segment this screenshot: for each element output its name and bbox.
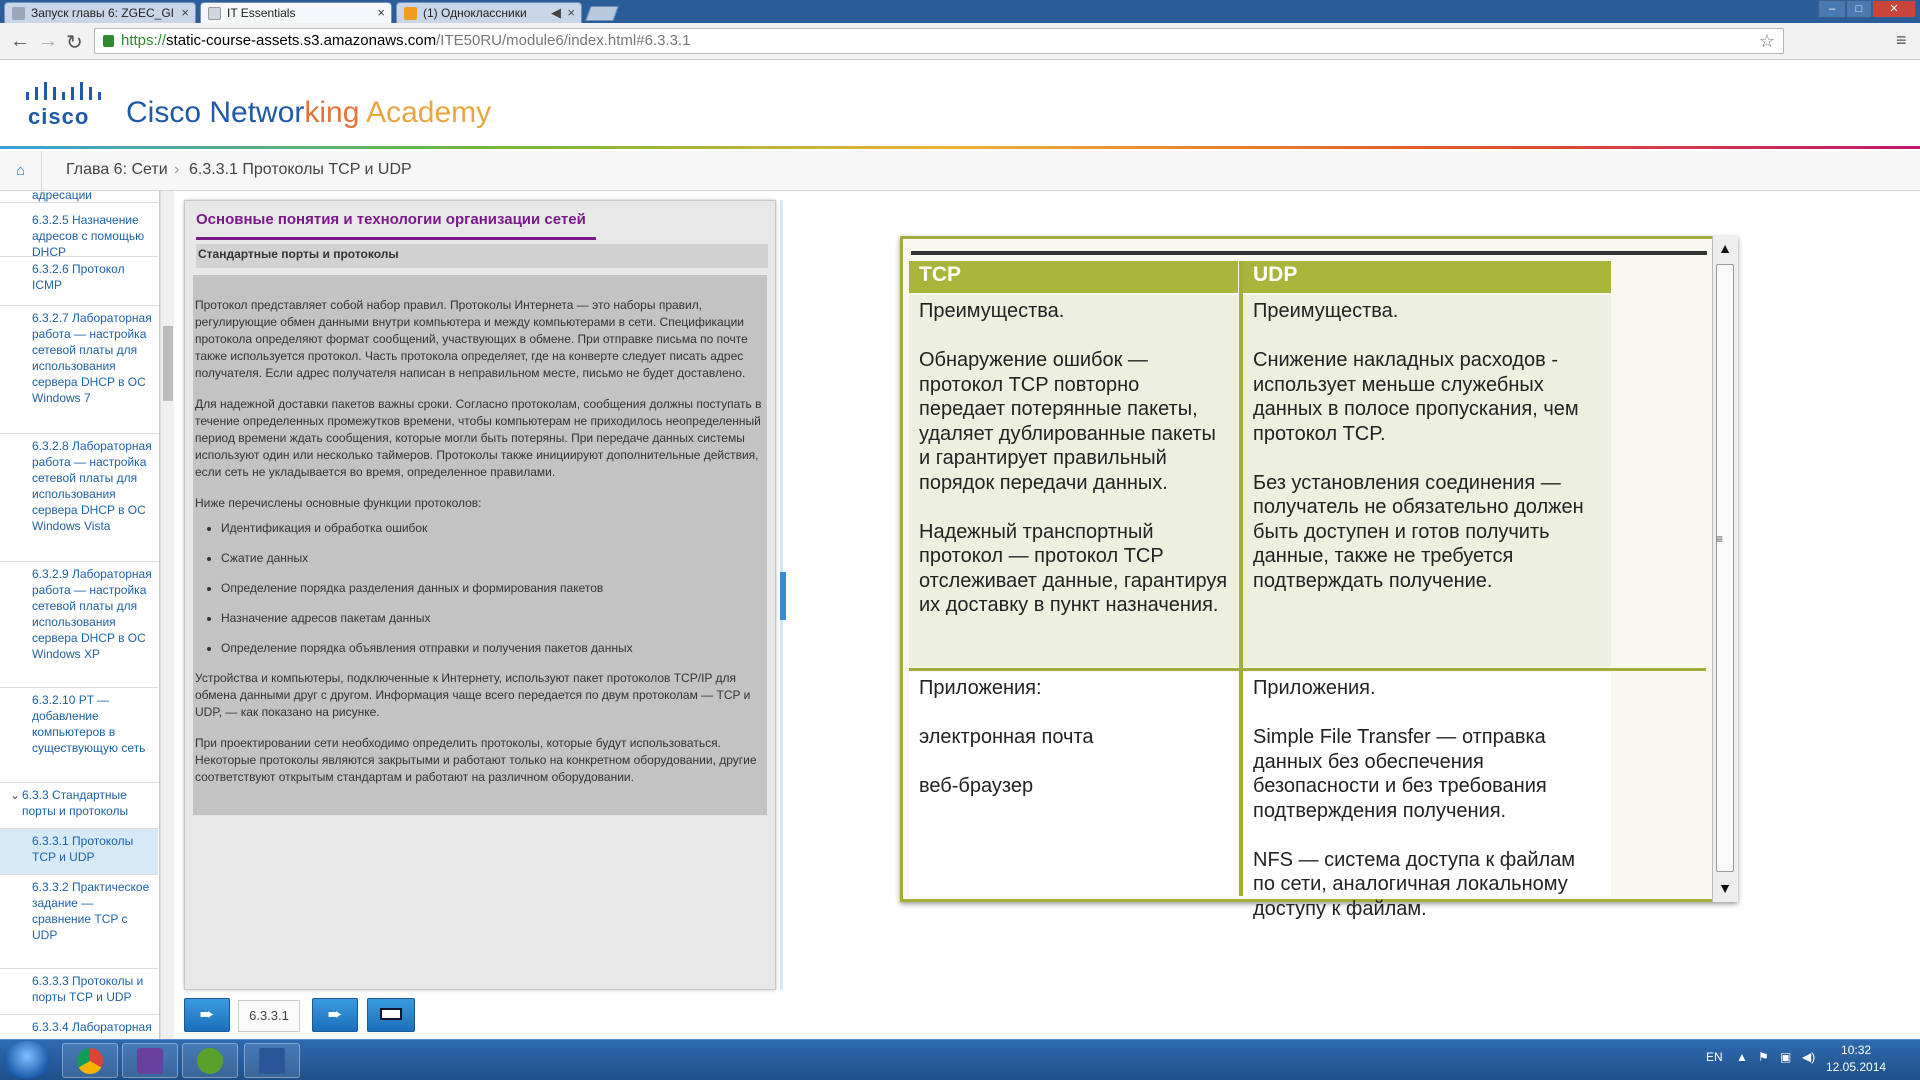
list-item: • Идентификация и обработка ошибок xyxy=(221,520,765,537)
breadcrumb-current: 6.3.3.1 Протоколы TCP и UDP xyxy=(189,161,412,178)
breadcrumb-separator: › xyxy=(174,161,180,178)
minimize-button[interactable]: – xyxy=(1818,0,1846,18)
breadcrumb-chapter[interactable]: Глава 6: Сети xyxy=(66,161,168,178)
panel-subtitle: Стандартные порты и протоколы xyxy=(196,244,768,268)
page-number: 6.3.3.1 xyxy=(238,1000,300,1032)
page-icon xyxy=(208,7,221,20)
table-scrollbar-thumb[interactable] xyxy=(1716,264,1734,872)
maximize-button[interactable]: □ xyxy=(1846,0,1872,18)
toc-item[interactable]: 6.3.2.6 Протокол ICMP xyxy=(0,257,158,306)
list-item: • Назначение адресов пакетам данных xyxy=(221,610,765,627)
action-center-flag-icon[interactable]: ⚑ xyxy=(1758,1050,1769,1064)
taskbar-utorrent[interactable] xyxy=(182,1043,238,1078)
panel-text xyxy=(193,275,767,815)
arrow-left-icon: ➨ xyxy=(199,1004,215,1024)
toc-item[interactable]: 6.3.2.8 Лабораторная работа — настройка сетевой платы для использования сервера DHCP в ОС Windows Vista xyxy=(0,434,158,562)
breadcrumb xyxy=(0,151,1920,191)
toc-section[interactable]: ⌄ 6.3.3 Стандартные порты и протоколы xyxy=(0,783,158,829)
column-divider xyxy=(1239,261,1243,896)
table-top-rule xyxy=(911,251,1707,255)
utorrent-icon xyxy=(197,1048,223,1074)
close-tab-icon[interactable]: × xyxy=(181,5,189,20)
chevron-down-icon: ⌄ xyxy=(10,788,21,802)
toc-item-active[interactable]: 6.3.3.1 Протоколы TCP и UDP xyxy=(0,829,158,875)
scroll-up-arrow-icon[interactable]: ▲ xyxy=(1718,240,1732,256)
udp-column-header: UDP xyxy=(1243,261,1611,293)
udp-advantages-cell: Преимущества. Снижение накладных расходов - использует меньше служебных данных в полосе пропускания, чем протокол TCP. Без установления соединения — получатель не обязательно должен быть доступен и готов получить данные, также не требуется подтверждать получение. xyxy=(1243,295,1611,667)
page-icon xyxy=(12,7,25,20)
cisco-logo-text: cisco xyxy=(28,104,90,129)
close-window-button[interactable]: ✕ xyxy=(1872,0,1916,18)
udp-applications-cell: Приложения. Simple File Transfer — отправка данных без обеспечения безопасности и без требования подтверждения получения. NFS — система доступа к файлам по сети, аналогичная локальному доступу к файлам. xyxy=(1243,672,1611,896)
chrome-icon xyxy=(77,1048,103,1074)
new-tab-button[interactable] xyxy=(585,6,618,21)
speaker-icon: ◀ xyxy=(551,5,561,20)
toc-scrollbar[interactable] xyxy=(160,191,174,1039)
taskbar-chrome[interactable] xyxy=(62,1043,118,1078)
browser-tab-it-essentials[interactable]: IT Essentials × xyxy=(200,2,392,23)
close-tab-icon[interactable]: × xyxy=(567,5,575,20)
browser-tab-strip xyxy=(0,0,1920,23)
arrow-right-icon: ➨ xyxy=(327,1004,343,1024)
language-indicator[interactable]: EN xyxy=(1706,1050,1723,1064)
windows-taskbar xyxy=(0,1039,1920,1080)
paragraph: Устройства и компьютеры, подключенные к Интернету, используют пакет протоколов TCP/IP для обмена данными друг с другом. Информация чаще всего передается по двум протоколам — TCP и UDP, — как показано на рисунке. xyxy=(195,671,751,719)
next-page-button[interactable] xyxy=(312,998,358,1032)
list-item: • Определение порядка объявления отправки и получения пакетов данных xyxy=(221,640,765,657)
toc-item[interactable]: 6.3.3.2 Практическое задание — сравнение TCP с UDP xyxy=(0,875,158,969)
tcp-advantages-cell: Преимущества. Обнаружение ошибок — протокол TCP повторно передает потерянные пакеты, удаляет дублированные пакеты и гарантирует правильный порядок передачи данных. Надежный транспортный протокол — протокол TCP отслеживает данные, гарантируя их доставку в пункт назначения. xyxy=(909,295,1238,667)
media-toggle-button[interactable] xyxy=(367,998,415,1032)
paragraph: Протокол представляет собой набор правил. Протоколы Интернета — это наборы правил, регулирующие обмен данными внутри компьютера и между компьютерами в сети. Спецификации протокола определяют формат сообщений, участвующих в обмене. При отправке письма по почте также используется протокол. Часть протокола определяет, где на конверте следует писать адрес получателя. Если адрес получателя написан в неправильном месте, письмо не будет доставлено. xyxy=(195,298,748,380)
system-clock[interactable]: 10:32 12.05.2014 xyxy=(1826,1043,1887,1074)
academy-title[interactable]: Cisco Networking Academy xyxy=(126,96,492,129)
volume-icon[interactable]: ◀) xyxy=(1802,1050,1816,1064)
forward-arrow-icon[interactable]: → xyxy=(38,30,58,52)
reload-icon[interactable]: ↻ xyxy=(66,32,83,54)
toc-item[interactable]: 6.3.2.7 Лабораторная работа — настройка сетевой платы для использования сервера DHCP в ОС Windows 7 xyxy=(0,306,158,434)
toc-item[interactable]: 6.3.3.3 Протоколы и порты TCP и UDP xyxy=(0,969,158,1015)
address-bar[interactable]: https://static-course-assets.s3.amazonaws.com/ITE50RU/module6/index.html#6.3.3.1 ☆ xyxy=(94,28,1784,54)
visual-studio-icon xyxy=(137,1048,163,1074)
word-icon xyxy=(259,1048,285,1074)
toc-item[interactable]: 6.3.2.9 Лабораторная работа — настройка сетевой платы для использования сервера DHCP в ОС Windows XP xyxy=(0,562,158,688)
list-item: • Сжатие данных xyxy=(221,550,765,567)
site-header xyxy=(0,60,1920,148)
tcp-applications-cell: Приложения: электронная почта веб-браузер xyxy=(909,672,1238,896)
taskbar-visual-studio[interactable] xyxy=(122,1043,178,1078)
protocol-functions-list xyxy=(221,520,765,657)
previous-page-button[interactable] xyxy=(184,998,230,1032)
toc-item[interactable]: 6.3.2.10 PT — добавление компьютеров в существующую сеть xyxy=(0,688,158,783)
home-icon[interactable]: ⌂ xyxy=(0,151,42,191)
screen-icon xyxy=(380,1008,402,1020)
browser-toolbar xyxy=(0,23,1920,60)
header-gradient-divider xyxy=(0,146,1920,149)
tcp-udp-comparison-table xyxy=(900,236,1738,920)
close-tab-icon[interactable]: × xyxy=(377,5,385,20)
network-icon[interactable]: ▣ xyxy=(1780,1050,1792,1064)
table-of-contents xyxy=(0,191,160,1039)
grip-icon: ≡ xyxy=(1716,532,1724,546)
toc-item[interactable]: 6.3.3.4 Лабораторная xyxy=(0,1015,158,1039)
odnoklassniki-icon xyxy=(404,7,417,20)
paragraph: Ниже перечислены основные функции протоколов: xyxy=(195,496,482,510)
taskbar-word[interactable] xyxy=(244,1043,300,1078)
bookmark-star-icon[interactable]: ☆ xyxy=(1758,31,1775,51)
tcp-column-header: TCP xyxy=(909,261,1238,293)
panel-title: Основные понятия и технологии организации сетей xyxy=(196,211,586,228)
start-button[interactable] xyxy=(4,1041,50,1079)
scroll-down-arrow-icon[interactable]: ▼ xyxy=(1718,880,1732,896)
panel-scroll-marker[interactable] xyxy=(780,572,786,620)
browser-tab-zgec[interactable]: Запуск главы 6: ZGEC_GI × xyxy=(4,2,196,23)
paragraph: Для надежной доставки пакетов важны сроки. Согласно протоколам, сообщения должны поступать в течение определенных промежутков времени, чтобы компьютерам не приходилось неопределенный период времени ждать сообщения, которые могли быть потеряны. При передаче данных системы используют один или несколько таймеров. Протоколы также инициируют дополнительные действия, если сеть не укладывается во время, определенное правилами. xyxy=(195,397,762,479)
show-hidden-icons-icon[interactable]: ▲ xyxy=(1736,1050,1748,1064)
menu-icon[interactable]: ≡ xyxy=(1896,30,1907,50)
lock-icon xyxy=(103,35,114,47)
toc-item[interactable]: адресации xyxy=(0,191,158,203)
paragraph: При проектировании сети необходимо определить протоколы, которые будут использоваться. Некоторые протоколы являются закрытыми и работают только на конкретном оборудовании, другие соответствуют открытым стандартам и работают на различном оборудовании. xyxy=(195,736,757,784)
cisco-bars-logo xyxy=(24,82,104,104)
toc-item[interactable]: 6.3.2.5 Назначение адресов с помощью DHCP xyxy=(0,208,158,257)
browser-tab-odnoklassniki[interactable]: (1) Одноклассники ◀ × xyxy=(396,2,582,23)
title-underline xyxy=(196,237,596,240)
list-item: • Определение порядка разделения данных и формирования пакетов xyxy=(221,580,765,597)
table-scrollbar[interactable] xyxy=(1712,236,1738,902)
row-divider xyxy=(909,668,1706,671)
toc-scrollbar-thumb[interactable] xyxy=(163,326,173,401)
back-arrow-icon[interactable]: ← xyxy=(10,30,30,52)
content-panel xyxy=(184,200,776,990)
